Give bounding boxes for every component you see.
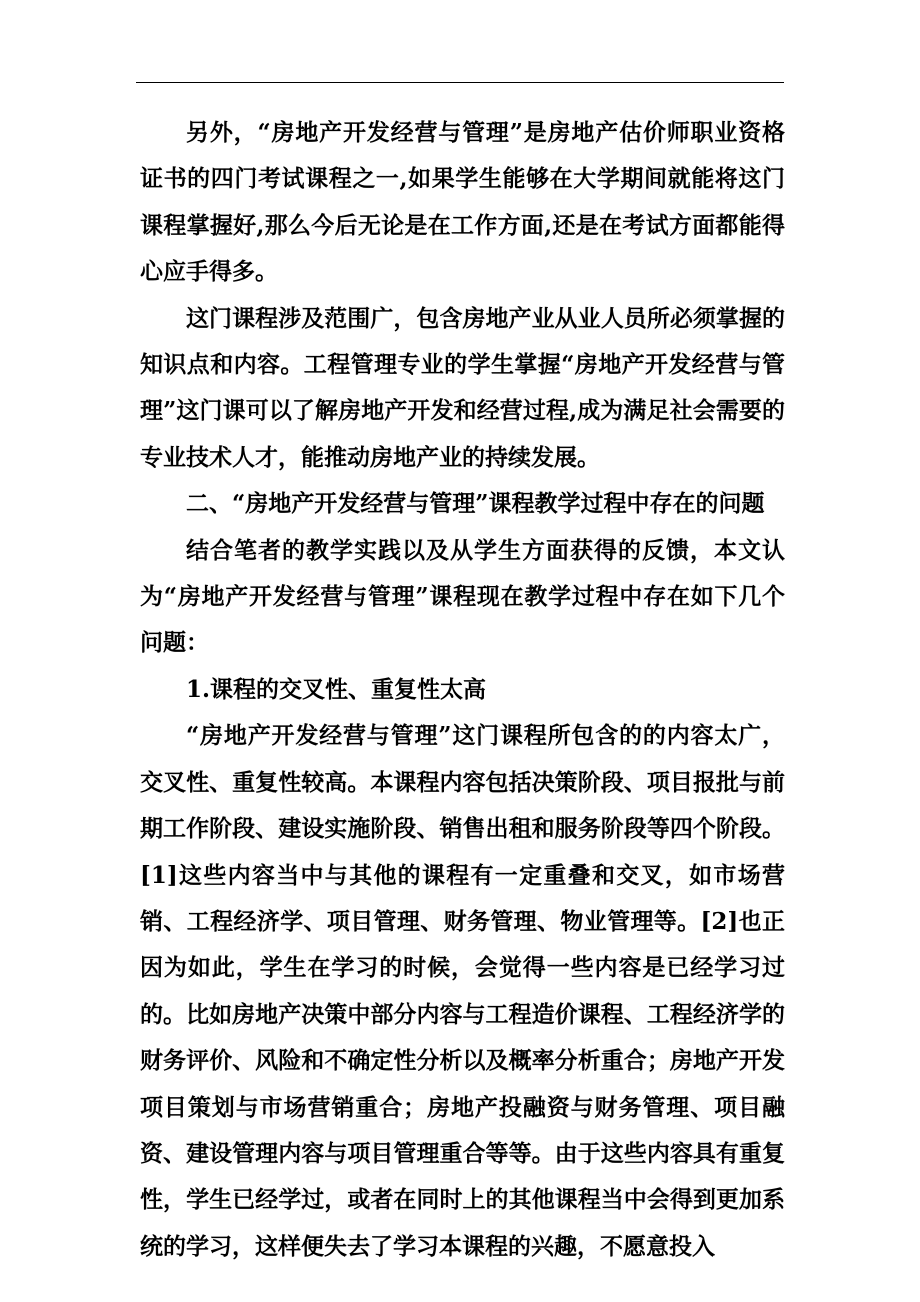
paragraph-intro: 另外，“房地产开发经营与管理”是房地产估价师职业资格证书的四门考试课程之一,如果学生能够在大学期间就能将这门课程掌握好,那么今后无论是在工作方面,还是在考试方面都能得心应手得多。 (140, 119, 785, 286)
document-body (140, 110, 785, 1270)
paragraph-overlap: “房地产开发经营与管理”这门课程所包含的的内容太广，交叉性、重复性较高。本课程内容包括决策阶段、项目报批与前期工作阶段、建设实施阶段、销售出租和服务阶段等四个阶段。[1]这些内容当中与其他的课程有一定重叠和交叉，如市场营销、工程经济学、项目管理、财务管理、物业管理等。[2]也正因为如此，学生在学习的时候，会觉得一些内容是已经学习过的。比如房地产决策中部分内容与工程造价课程、工程经济学的财务评价、风险和不确定性分析以及概率分析重合；房地产开发项目策划与市场营销重合；房地产投融资与财务管理、项目融资、建设管理内容与项目管理重合等等。由于这些内容具有重复性，学生已经学过，或者在同时上的其他课程当中会得到更加系统的学习，这样便失去了学习本课程的兴趣，不愿意投入 (140, 722, 785, 1260)
header-rule (136, 82, 784, 83)
subsection-heading: 1.课程的交叉性、重复性太高 (186, 675, 487, 703)
paragraph-problems-intro: 结合笔者的教学实践以及从学生方面获得的反馈，本文认为“房地产开发经营与管理”课程现在教学过程中存在如下几个问题： (140, 536, 785, 657)
section-heading: 二、“房地产开发经营与管理”课程教学过程中存在的问题 (186, 490, 765, 518)
paragraph-scope: 这门课程涉及范围广，包含房地产业从业人员所必须掌握的知识点和内容。工程管理专业的学生掌握“房地产开发经营与管理”这门课可以了解房地产开发和经营过程,成为满足社会需要的专业技术人才，能推动房地产业的持续发展。 (140, 304, 785, 471)
